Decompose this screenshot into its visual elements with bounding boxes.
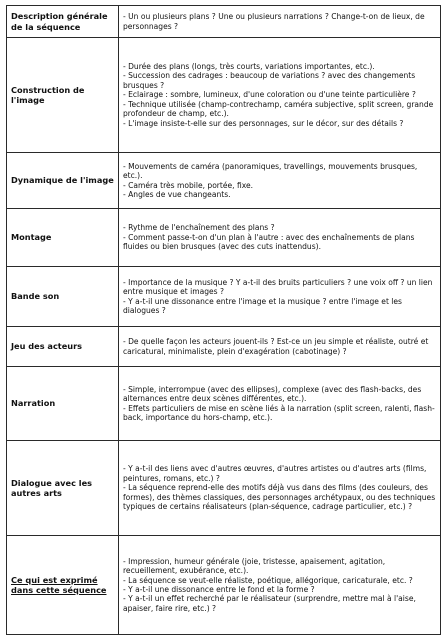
row-content [119, 367, 441, 441]
row-content [119, 327, 441, 367]
content-line: - Importance de la musique ? Y a-t-il des bruits particuliers ? une voix off ? un lien entre musique et images ? [123, 277, 433, 297]
table-row [7, 441, 441, 536]
content-line: - Y a-t-il des liens avec d'autres œuvres, d'autres artistes ou d'autres arts (films, peintures, romans, etc.) ? [123, 464, 427, 483]
content-line: - Rythme de l'enchaînement des plans ? [123, 223, 275, 233]
row-heading [7, 209, 119, 267]
row-content [119, 209, 441, 267]
row-heading-text: Jeu des acteurs [11, 341, 83, 352]
content-line: - Eclairage : sombre, lumineux, d'une coloration ou d'une teinte particulière ? [123, 90, 416, 100]
row-heading-text: Narration [11, 398, 56, 409]
table-row [7, 153, 441, 209]
row-heading [7, 153, 119, 209]
content-line: - Simple, interrompue (avec des ellipses), complexe (avec des flash-backs, des alternances entre deux scènes différentes, etc.). [123, 384, 422, 404]
content-line: - Y a-t-il une dissonance entre l'image et la musique ? entre l'image et les dialogues ? [123, 296, 402, 315]
content-line: - Effets particuliers de mise en scène liés à la narration (split screen, ralenti, flash-back, importance du hors-champ, etc.). [123, 403, 435, 422]
row-heading-text: Ce qui est exprimé dans cette séquence [11, 574, 107, 595]
content-line: - La séquence reprend-elle des motifs déjà vus dans des films (des couleurs, des formes), des thèmes classiques, des personnages archétypaux, ou des techniques typiques de certains réalisateurs (plan-séquence, cadrage particulier, etc.) ? [123, 483, 436, 512]
table-row [7, 367, 441, 441]
content-line: - Impression, humeur générale (joie, tristesse, apaisement, agitation, recueillement, exubérance, etc.). [123, 556, 386, 576]
row-heading [7, 6, 119, 38]
content-line: - Caméra très mobile, portée, fixe. [123, 180, 253, 190]
row-content [119, 153, 441, 209]
row-heading [7, 441, 119, 536]
table-row [7, 327, 441, 367]
film-analysis-table [6, 5, 441, 635]
row-heading-text: Description générale de la séquence [11, 11, 108, 32]
table-row [7, 38, 441, 153]
row-heading-text: Dynamique de l'image [11, 175, 114, 186]
content-line: - Comment passe-t-on d'un plan à l'autre : avec des enchaînements de plans fluides ou bien brusques (avec des cuts inattendus). [123, 232, 415, 252]
analysis-table-sheet [6, 5, 440, 635]
content-line: - Angles de vue changeants. [123, 189, 231, 199]
row-heading-text: Dialogue avec les autres arts [11, 477, 93, 498]
table-row [7, 536, 441, 635]
content-line: - De quelle façon les acteurs jouent-ils ? Est-ce un jeu simple et réaliste, outré et caricatural, minimaliste, plein d'exagération (cabotinage) ? [123, 337, 429, 356]
content-line: - Un ou plusieurs plans ? Une ou plusieurs narrations ? Change-t-on de lieux, de personnages ? [123, 12, 425, 31]
row-content [119, 267, 441, 327]
row-content [119, 536, 441, 635]
row-heading [7, 367, 119, 441]
table-row [7, 6, 441, 38]
row-heading-text: Montage [11, 232, 52, 243]
content-line: - Y a-t-il un effet recherché par le réalisateur (surprendre, mettre mal à l'aise, apaiser, faire rire, etc.) ? [123, 594, 416, 613]
content-line: - L'image insiste-t-elle sur des personnages, sur le décor, sur des détails ? [123, 118, 404, 128]
row-content [119, 38, 441, 153]
row-heading [7, 267, 119, 327]
content-line: - Technique utilisée (champ-contrechamp, caméra subjective, split screen, grande profondeur de champ, etc.). [123, 99, 434, 119]
content-line: - Succession des cadrages : beaucoup de variations ? avec des changements brusques ? [123, 71, 416, 90]
content-line: - Durée des plans (longs, très courts, variations importantes, etc.). [123, 62, 375, 72]
row-heading [7, 38, 119, 153]
content-line: - La séquence se veut-elle réaliste, poétique, allégorique, caricaturale, etc. ? [123, 575, 413, 585]
row-heading [7, 536, 119, 635]
row-content [119, 6, 441, 38]
row-heading [7, 327, 119, 367]
row-content [119, 441, 441, 536]
table-row [7, 209, 441, 267]
content-line: - Mouvements de caméra (panoramiques, travellings, mouvements brusques, etc.). [123, 161, 418, 181]
content-line: - Y a-t-il une dissonance entre le fond et la forme ? [123, 585, 315, 594]
table-row [7, 267, 441, 327]
table-body [7, 6, 441, 635]
row-heading-text: Bande son [11, 291, 60, 302]
row-heading-text: Construction de l'image [11, 84, 85, 105]
